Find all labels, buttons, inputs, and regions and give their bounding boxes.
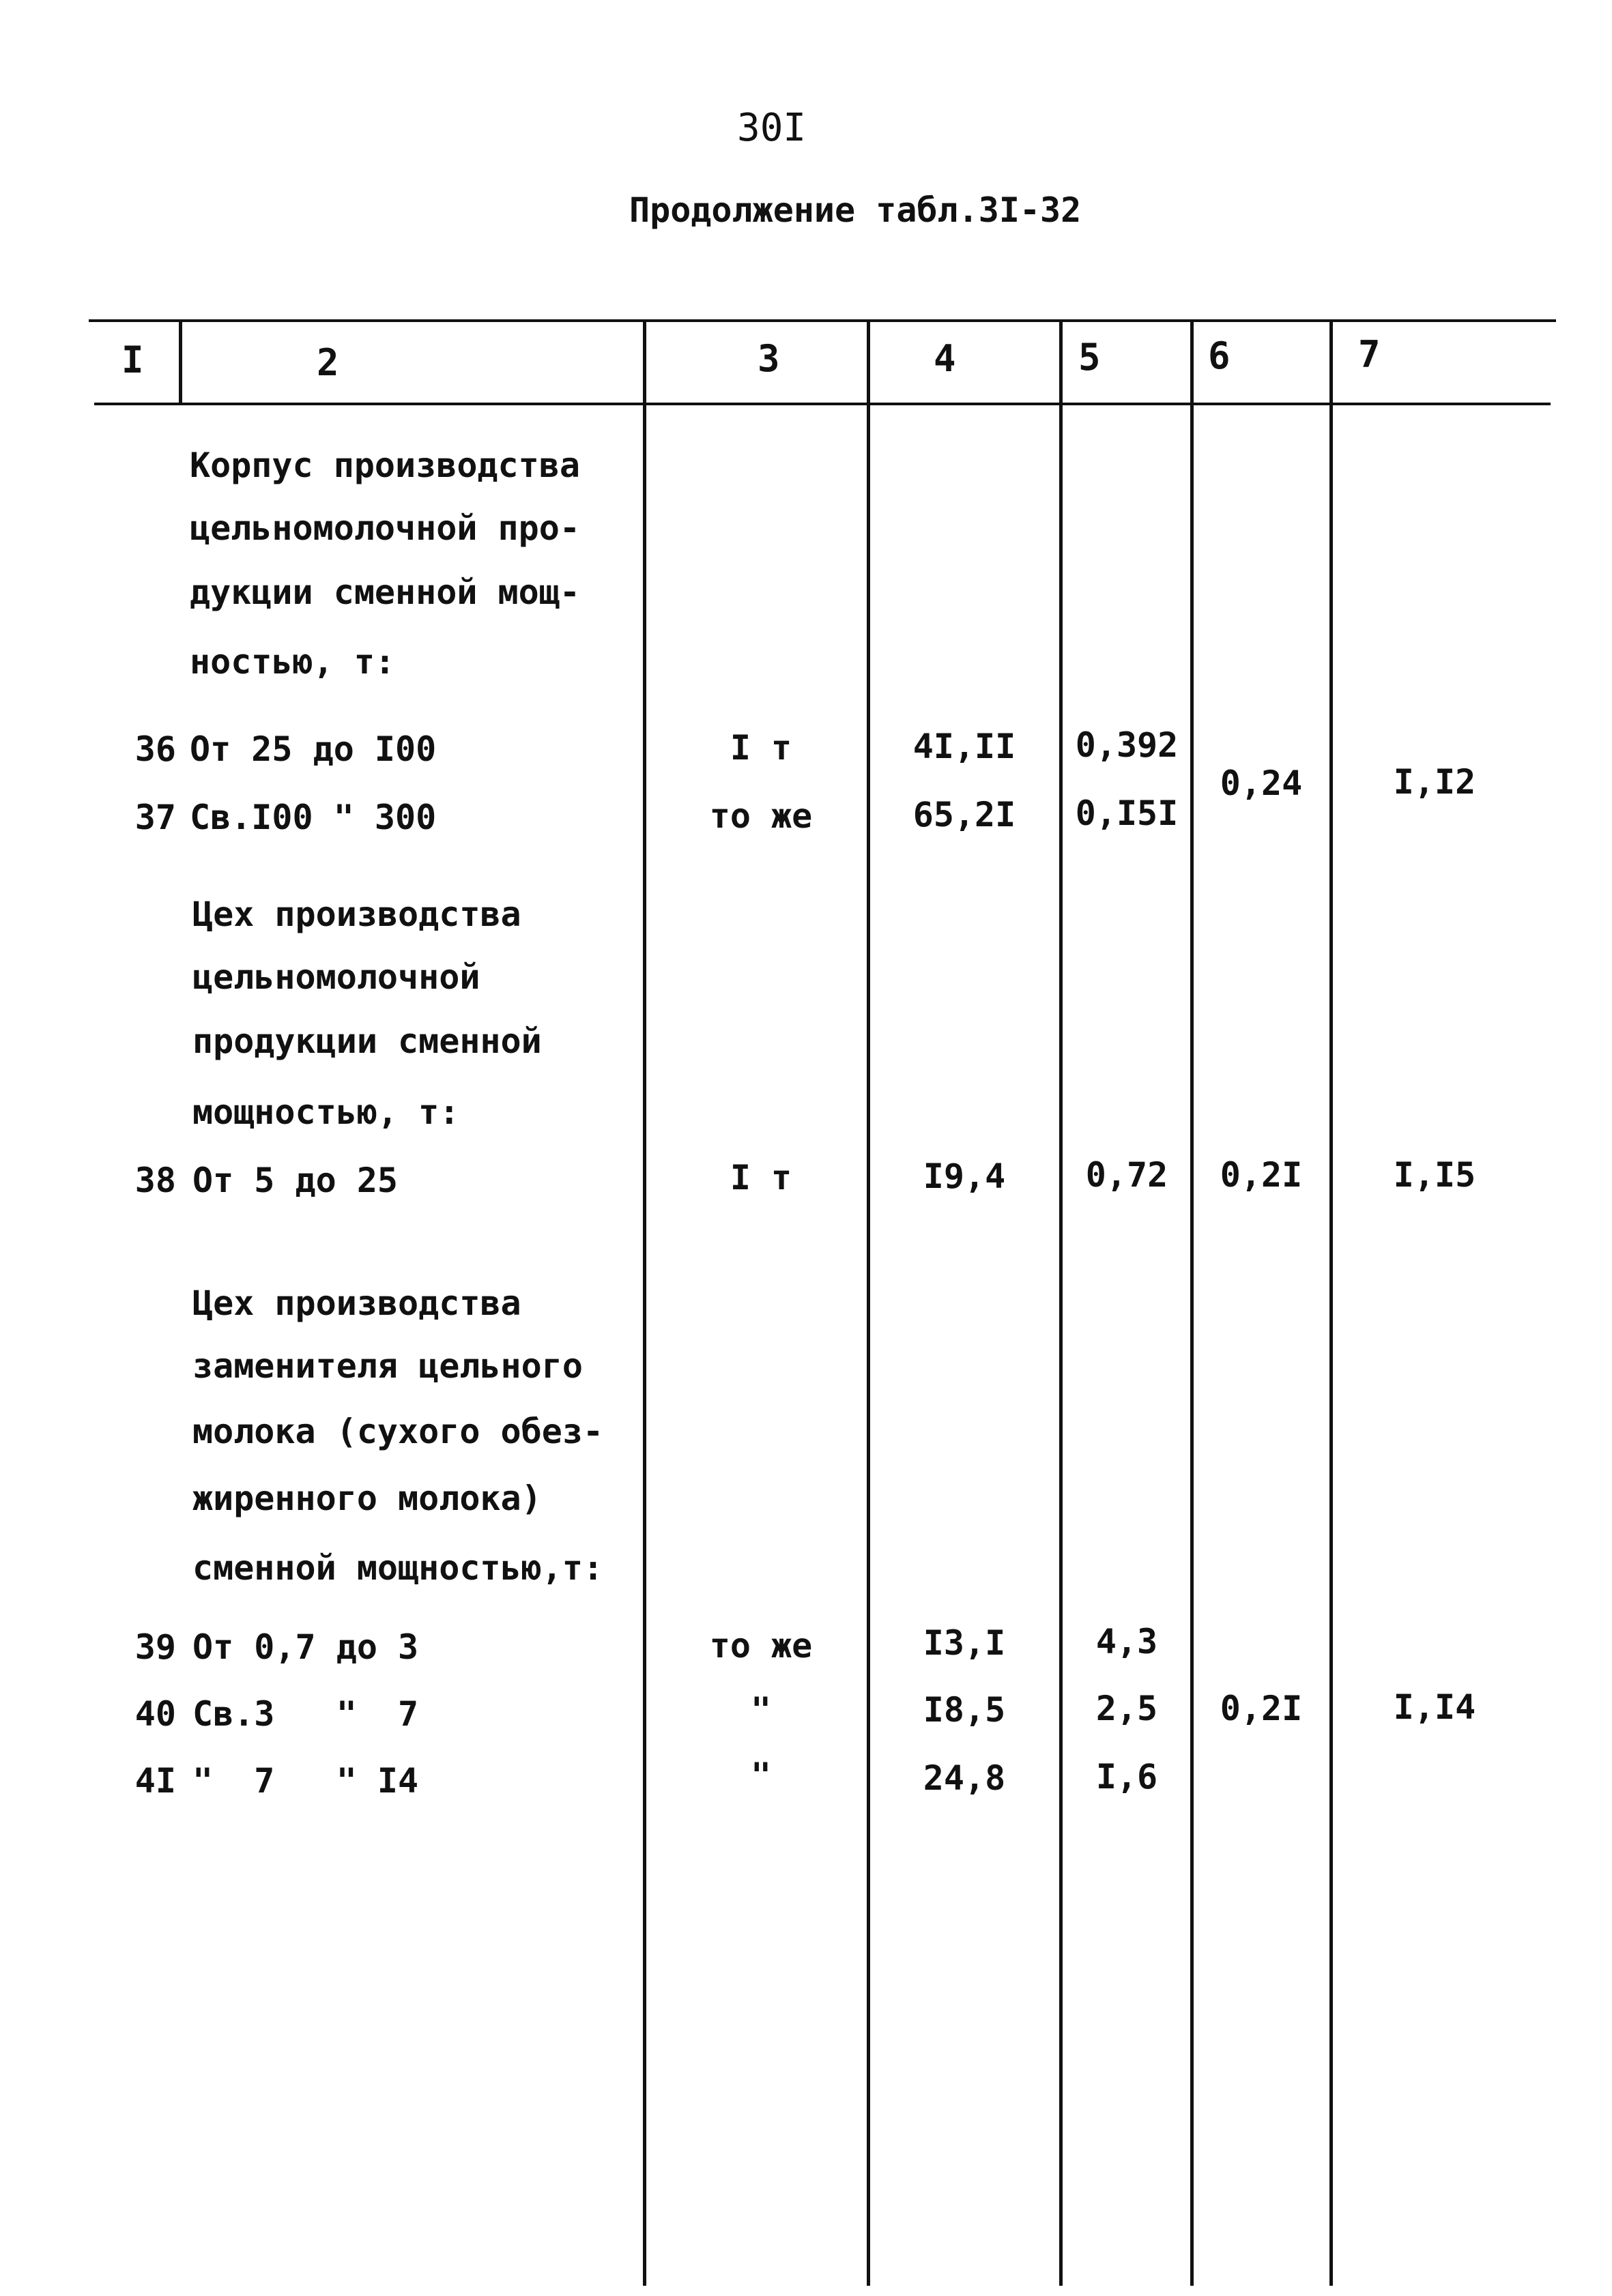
- row-number: 40: [134, 1694, 176, 1734]
- section-2-description-line-2: цельномолочной: [192, 957, 480, 997]
- row-col5-value: 4,3: [1095, 1622, 1158, 1661]
- section-3-col6-value: 0,2I: [1220, 1689, 1303, 1728]
- column-header-2: 2: [317, 341, 339, 384]
- column-divider-1: [179, 321, 182, 403]
- section-3-description-line-5: сменной мощностью,т:: [192, 1548, 604, 1588]
- row-col4-value: I9,4: [923, 1157, 1006, 1196]
- row-unit: то же: [709, 796, 813, 836]
- column-divider-6: [1329, 321, 1333, 2286]
- row-unit: ": [750, 1690, 772, 1730]
- row-col4-value: I3,I: [923, 1623, 1006, 1663]
- row-col5-value: 0,392: [1075, 725, 1179, 765]
- row-number: 38: [134, 1161, 176, 1200]
- row-col4-value: 4I,II: [912, 727, 1016, 766]
- row-col7-value: I,I5: [1393, 1155, 1476, 1195]
- row-col6-value: 0,2I: [1220, 1155, 1303, 1195]
- table-continuation-title: Продолжение табл.3I-32: [629, 190, 1082, 230]
- row-col4-value: 24,8: [923, 1758, 1006, 1798]
- column-header-3: 3: [758, 337, 780, 380]
- column-header-1: I: [121, 338, 144, 381]
- row-name: Св.3 " 7: [192, 1694, 419, 1734]
- row-name: " 7 " I4: [192, 1761, 419, 1801]
- row-number: 4I: [134, 1761, 176, 1801]
- row-col5-value: 2,5: [1095, 1689, 1158, 1728]
- row-name: От 25 до I00: [190, 729, 437, 769]
- column-header-6: 6: [1208, 334, 1230, 377]
- row-unit: I т: [730, 728, 792, 768]
- column-divider-4: [1059, 321, 1063, 2286]
- column-header-4: 4: [934, 337, 956, 380]
- section-3-description-line-2: заменителя цельного: [192, 1346, 583, 1386]
- column-divider-3: [867, 321, 870, 2286]
- section-1-col7-value: I,I2: [1393, 762, 1476, 802]
- row-col5-value: 0,72: [1085, 1155, 1168, 1195]
- row-number: 39: [134, 1627, 176, 1667]
- row-unit: то же: [709, 1626, 813, 1666]
- column-divider-2: [643, 321, 646, 2286]
- row-unit: I т: [730, 1158, 792, 1197]
- row-name: От 0,7 до 3: [192, 1627, 419, 1667]
- page-number: 30I: [737, 106, 807, 150]
- section-1-description-line-4: ностью, т:: [190, 642, 396, 682]
- column-divider-5: [1190, 321, 1194, 2286]
- row-col5-value: 0,I5I: [1075, 794, 1179, 833]
- row-number: 36: [134, 729, 176, 769]
- section-1-description-line-1: Корпус производства: [190, 446, 580, 485]
- table-top-rule: [89, 319, 1556, 322]
- section-3-description-line-4: жиренного молока): [192, 1479, 542, 1518]
- section-1-description-line-2: цельномолочной про-: [190, 508, 580, 548]
- section-3-col7-value: I,I4: [1393, 1687, 1476, 1727]
- row-col4-value: I8,5: [923, 1690, 1006, 1730]
- column-header-7: 7: [1358, 333, 1381, 376]
- row-col4-value: 65,2I: [912, 795, 1016, 834]
- row-col5-value: I,6: [1095, 1757, 1158, 1797]
- section-1-col6-value: 0,24: [1220, 764, 1303, 803]
- row-name: От 5 до 25: [192, 1161, 399, 1200]
- row-name: Св.I00 " 300: [190, 798, 437, 837]
- section-2-description-line-4: мощностью, т:: [192, 1092, 460, 1132]
- section-2-description-line-3: продукции сменной: [192, 1021, 542, 1061]
- section-2-description-line-1: Цех производства: [192, 895, 521, 934]
- column-header-5: 5: [1078, 336, 1101, 379]
- section-1-description-line-3: дукции сменной мощ-: [190, 572, 580, 612]
- row-number: 37: [134, 798, 176, 837]
- row-unit: ": [750, 1756, 772, 1795]
- section-3-description-line-1: Цех производства: [192, 1283, 521, 1323]
- section-3-description-line-3: молока (сухого обез-: [192, 1412, 604, 1451]
